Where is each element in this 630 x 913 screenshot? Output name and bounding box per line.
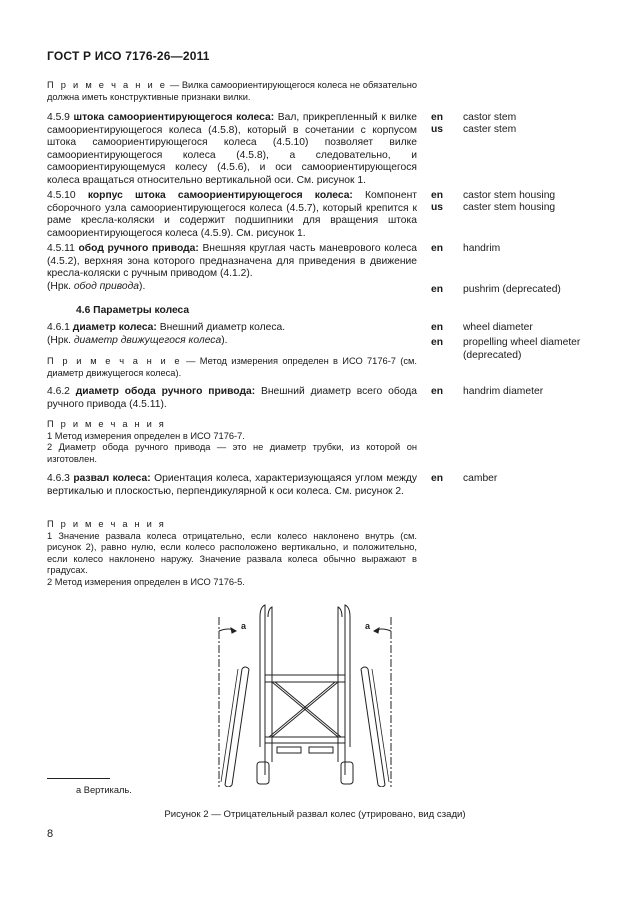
entry-number: 4.6.1	[47, 322, 70, 333]
term-en: castor stem	[463, 112, 517, 123]
angle-marker-left: a	[241, 621, 247, 631]
lang-tag-us: us	[431, 124, 444, 135]
entry-4-6-3	[47, 473, 417, 498]
entry-4-5-11	[47, 243, 417, 293]
section-heading-4-6: 4.6 Параметры колеса	[76, 305, 190, 316]
entry-term: диаметр обода ручного привода:	[75, 386, 256, 397]
entry-number: 4.5.11	[47, 243, 75, 254]
lang-tag-en: en	[431, 284, 444, 295]
entry-deprecated: (Нрк. обод привода).	[47, 280, 146, 292]
entry-body: Внешний диаметр всего обода ручного привода (4.5.11).	[47, 386, 417, 410]
entry-body: Компонент сборочного узла самоориентирующегося колеса (4.5.7), который крепится к раме кресла-коляски и содержит подшипники для вращения штока самоориентирующегося колеса (4.5.9). См. рисунок 1.	[47, 190, 417, 239]
term-en: handrim diameter	[463, 386, 544, 397]
entry-number: 4.5.10	[47, 190, 76, 201]
term-en: pushrim (deprecated)	[463, 284, 561, 295]
figure-footnote: a Вертикаль.	[76, 785, 132, 795]
term-us: caster stem	[463, 124, 517, 135]
entry-body: Вал, прикрепленный к вилке самоориентирующегося колеса (4.5.8), который в сочетании с корпусом штока самоориентирующегося колеса (4.5.10) позволяет вилке самоориентирующегося колеса (4.5.8), а следовательно, и самоориентирующемуся колесу (4.5.6), и оси самоориентирующегося колеса вращаться относительно вертикальной оси. См. рисунок 1.	[47, 112, 417, 186]
entry-term: корпус штока самоориентирующегося колеса:	[87, 190, 353, 201]
note-item: 1 Значение развала колеса отрицательно, если колесо наклонено внутрь (см. рисунок 2), равно нулю, если колесо расположено вертикально, и положительно, если колесо наклонено наружу. Значение развала колеса обычно выражают в градусах.	[47, 530, 417, 576]
lang-tag-en: en	[431, 243, 444, 254]
arrow-left	[231, 628, 236, 633]
lang-tag-en: en	[431, 337, 444, 348]
entry-4-6-2	[47, 386, 417, 411]
notes-label: П р и м е ч а н и я	[47, 419, 167, 429]
note-text: — Метод измерения определен в ИСО 7176-7 (см. диаметр движущегося колеса).	[47, 356, 418, 378]
note-text: — Вилка самоориентирующегося колеса не обязательно должна иметь конструктивные признаки вилки.	[47, 80, 418, 102]
term-en: wheel diameter	[463, 322, 533, 333]
entry-number: 4.6.2	[47, 386, 70, 397]
figure-caption: Рисунок 2 — Отрицательный развал колес (утрировано, вид сзади)	[164, 809, 466, 820]
page-number: 8	[47, 828, 54, 840]
entry-4-5-9	[47, 112, 417, 187]
notes-label: П р и м е ч а н и я	[47, 519, 167, 529]
angle-marker-right: a	[365, 621, 371, 631]
entry-4-6-1	[47, 322, 417, 347]
lang-tag-en: en	[431, 473, 444, 484]
footnote-separator	[47, 778, 110, 779]
lang-tag-us: us	[431, 202, 444, 213]
lang-tag-en: en	[431, 386, 444, 397]
lang-tag-en: en	[431, 112, 444, 123]
entry-deprecated: (Нрк. диаметр движущегося колеса).	[47, 334, 228, 346]
entry-body: Ориентация колеса, характеризующаяся углом между вертикалью и плоскостью, перпендикулярной к оси колеса. См. рисунок 2.	[47, 473, 417, 497]
entry-number: 4.5.9	[47, 112, 70, 123]
lang-tag-en: en	[431, 322, 444, 333]
term-en: castor stem housing	[463, 190, 556, 201]
note-item: 2 Метод измерения определен в ИСО 7176-5.	[47, 576, 245, 587]
term-en: camber	[463, 473, 498, 484]
entry-term: штока самоориентирующегося колеса:	[73, 112, 275, 123]
term-en: propelling wheel diameter (deprecated)	[463, 337, 581, 361]
note-fork	[47, 80, 417, 103]
frame	[257, 605, 353, 784]
lang-tag-en: en	[431, 190, 444, 201]
term-us: caster stem housing	[463, 202, 556, 213]
notes-4-6-3	[47, 519, 417, 589]
note-label: П р и м е ч а н и е	[47, 80, 168, 90]
entry-body: Внешняя круглая часть маневрового колеса (4.5.2), верхняя зона которого предназначена для приведения в движение кресла-коляски с ручным приводом (4.1.2).	[47, 243, 417, 279]
note-label: П р и м е ч а н и е	[47, 356, 182, 366]
note-item: 1 Метод измерения определен в ИСО 7176-7.	[47, 430, 245, 441]
term-en: handrim	[463, 243, 501, 254]
right-wheel	[361, 667, 389, 787]
left-wheel	[221, 667, 249, 787]
note-item: 2 Диаметр обода ручного привода — это не диаметр трубки, из которой он изготовлен.	[47, 442, 417, 464]
notes-4-6-2	[47, 419, 417, 465]
entry-term: обод ручного привода:	[78, 243, 199, 254]
entry-term: диаметр колеса:	[72, 322, 157, 333]
wheelchair-camber-figure	[205, 597, 405, 787]
entry-body: Внешний диаметр колеса.	[156, 322, 286, 333]
entry-term: развал колеса:	[73, 473, 151, 484]
entry-number: 4.6.3	[47, 473, 70, 484]
arrow-right	[374, 628, 379, 633]
note-4-6-1	[47, 356, 417, 379]
entry-4-5-10	[47, 190, 417, 240]
page-header: ГОСТ Р ИСО 7176-26—2011	[47, 49, 210, 63]
